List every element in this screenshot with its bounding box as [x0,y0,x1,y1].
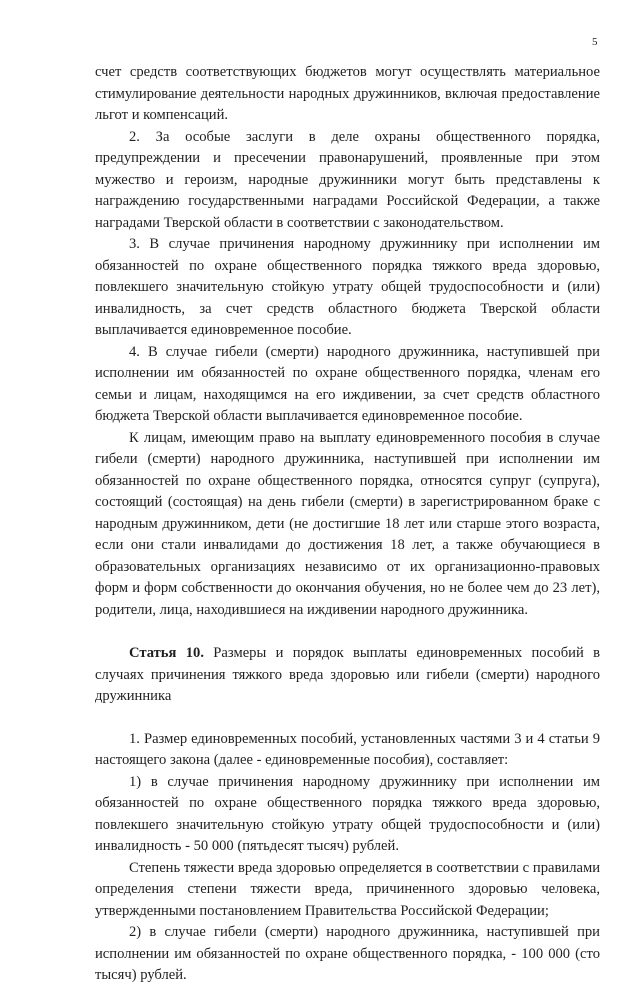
article-title: Размеры и порядок выплаты единовременных пособий в случаях причинения тяжкого вреда здоровью или гибели (смерти) народного дружинника [95,645,600,704]
paragraph-article-10-part-1: 1. Размер единовременных пособий, установленных частями 3 и 4 статьи 9 настоящего закона (далее - единовременные пособия), составляет: [95,730,600,768]
paragraph-item-2: 2) в случае гибели (смерти) народного дружинника, наступившей при исполнении им обязанностей по охране общественного порядка, - 100 000 (сто тысяч) рублей. [95,924,600,983]
paragraph-severity: Степень тяжести вреда здоровью определяется в соответствии с правилами определения степени тяжести вреда, причиненного здоровью человека, утвержденными постановлением Правительства Российской Федерации; [95,859,600,919]
paragraph-part-3: 3. В случае причинения народному дружиннику при исполнении им обязанностей по охране общественного порядка тяжкого вреда здоровью, повлекшего значительную стойкую утрату общей трудоспособности и (или) инвалидность, за счет средств областного бюджета Тверской области выплачивается единовременное пособие. [95,236,600,338]
paragraph-item-1: 1) в случае причинения народному дружиннику при исполнении им обязанностей по охране общественного порядка тяжкого вреда здоровью, повлекшего значительную стойкую утрату общей трудоспособности и (или) инвалидность - 50 000 (пятьдесят тысяч) рублей. [95,773,600,854]
paragraph-part-2: 2. За особые заслуги в деле охраны общественного порядка, предупреждении и пресечении правонарушений, проявленные при этом мужество и героизм, народные дружинники могут быть представлены к награждению государственными наградами Российской Федерации, а также наградами Тверской области в соответствии с законодательством. [95,128,600,231]
article-heading [95,643,600,708]
document-body [95,62,600,987]
paragraph-eligible-persons: К лицам, имеющим право на выплату единовременного пособия в случае гибели (смерти) народного дружинника, наступившей при исполнении им обязанностей по охране общественного порядка, относятся супруг (супруга), состоящий (состоящая) на день гибели (смерти) в зарегистрированном браке с народным дружинником, дети (не достигшие 18 лет или старше этого возраста, если они стали инвалидами до достижения 18 лет, а также обучающиеся в образовательных организациях независимо от их организационно-правовых форм и форм собственности до окончания обучения, но не более чем до 23 лет), родители, лица, находившиеся на иждивении народного дружинника. [95,429,600,618]
page-number: 5 [592,36,598,48]
paragraph-continuation: счет средств соответствующих бюджетов могут осуществлять материальное стимулирование деятельности народных дружинников, включая предоставление льгот и компенсаций. [95,64,600,123]
article-label: Статья 10. [129,645,204,661]
paragraph-part-4: 4. В случае гибели (смерти) народного дружинника, наступившей при исполнении им обязанностей по охране общественного порядка, членам его семьи и лицам, находящимся на его иждивении, за счет средств областного бюджета Тверской области выплачивается единовременное пособие. [95,343,600,424]
